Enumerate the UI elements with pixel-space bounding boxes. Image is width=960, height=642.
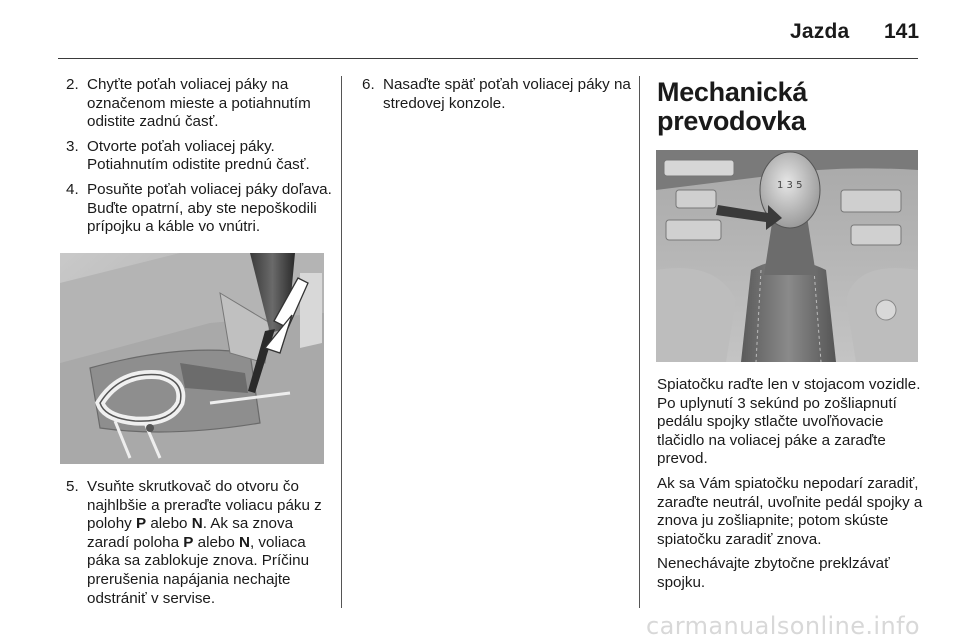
item-number: 2. — [66, 76, 79, 93]
item-number: 5. — [66, 478, 79, 495]
gear-position-p: P — [135, 515, 147, 533]
manual-gear-lever-illustration — [656, 150, 918, 362]
gear-position-n: N — [239, 533, 250, 551]
gear-position-p: P — [183, 533, 194, 551]
section-heading: Mechanická prevodovka — [657, 77, 808, 136]
item-text: Vsuňte skrutkovač do otvoru čo najhlbšie a preraďte voliacu páku z polohy P alebo N. Ak sa znova zaradí poloha P alebo N, voliaca páka sa zablokuje znova. Príčinu prerušenia napájania nechajte odstrániť v servise. — [87, 478, 322, 607]
item-number: 3. — [66, 137, 79, 155]
item-text: Chyťte poťah voliacej páky na označenom mieste a potiahnutím odistite zadnú časť. — [87, 76, 311, 131]
middle-column — [362, 76, 632, 119]
list-item — [66, 478, 336, 608]
list-item — [362, 76, 632, 113]
left-column-lower — [66, 478, 336, 614]
item-text: Otvorte poťah voliacej páky. Potiahnutím odistite prednú časť. — [87, 137, 310, 174]
list-item — [66, 181, 334, 237]
page-number: 141 — [884, 20, 920, 43]
section-title: Jazda — [790, 20, 850, 43]
item-number: 4. — [66, 180, 79, 198]
body-paragraph: Spiatočku raďte len v stojacom vozidle. Po uplynutí 3 sekúnd po zošliapnutí pedálu spojky stlačte uvoľňovacie tlačidlo na voliacej páke a zaraďte prevod. — [657, 376, 921, 468]
page-header — [0, 0, 960, 62]
body-paragraph: Ak sa Vám spiatočku nepodarí zaradiť, zaraďte neutrál, uvoľnite pedál spojky a znova ju zošliapnite; potom skúste spiatočku zaradiť znova. — [657, 474, 923, 548]
svg-text:1 3 5: 1 3 5 — [777, 180, 803, 191]
gear-lever-illustration-svg — [656, 150, 918, 362]
item-text: Nasaďte späť poťah voliacej páky na stredovej konzole. — [383, 76, 631, 112]
body-paragraph: Nenechávajte zbytočne preklzávať spojku. — [657, 555, 890, 591]
selector-lever-release-illustration — [60, 253, 324, 464]
watermark-bar — [0, 612, 960, 642]
column-divider-right — [639, 76, 640, 608]
item-number: 6. — [362, 76, 375, 93]
watermark-text: carmanualsonline.info — [646, 612, 920, 640]
header-rule — [58, 58, 918, 59]
item-text: Posuňte poťah voliacej páky doľava. Buďte opatrní, aby ste nepoškodili prípojku a káble vo vnútri. — [87, 180, 332, 236]
left-column — [66, 76, 334, 243]
right-column-body — [657, 376, 925, 599]
gear-position-n: N — [191, 515, 203, 533]
column-divider-left — [341, 76, 342, 608]
right-column-heading — [657, 78, 922, 136]
list-item — [66, 76, 334, 132]
list-item — [66, 138, 334, 175]
screwdriver-illustration-svg — [60, 253, 324, 464]
